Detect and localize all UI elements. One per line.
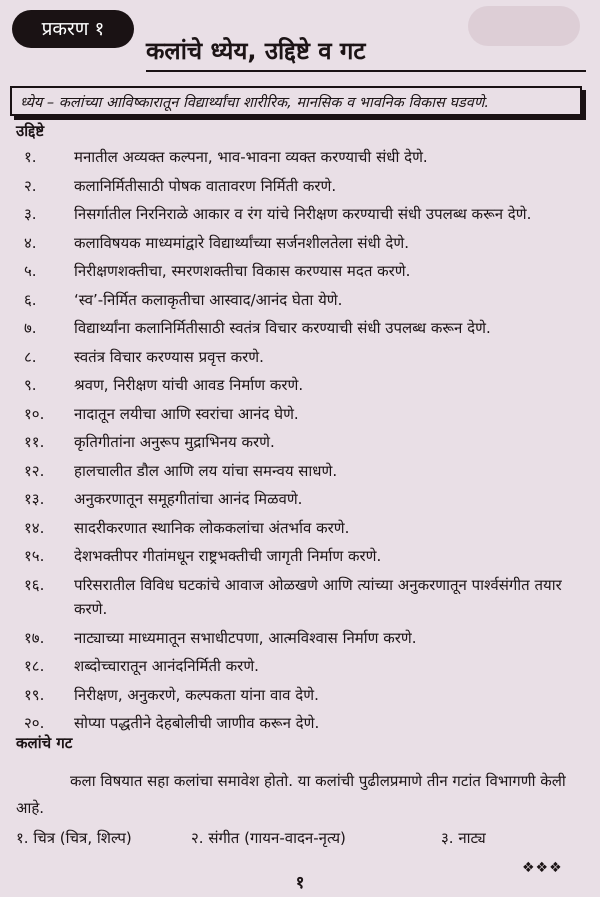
objective-text: सोप्या पद्धतीने देहबोलीची जाणीव करून देणे. [74, 714, 320, 732]
objective-number: ८. [24, 347, 37, 366]
objective-text: नादातून लयीचा आणि स्वरांचा आनंद घेणे. [74, 404, 299, 423]
objective-item [0, 573, 600, 622]
objective-item [0, 373, 600, 398]
group-item-1: १. चित्र (चित्र, शिल्प) [16, 829, 132, 847]
objective-number: १. [24, 148, 37, 166]
objective-number: १२. [24, 461, 45, 480]
objective-text: मनातील अव्यक्त कल्पना, भाव-भावना व्यक्त करण्याची संधी देणे. [74, 148, 428, 166]
page-number: १ [295, 873, 305, 893]
groups-paragraph: कला विषयात सहा कलांचा समावेश होतो. या कलांची पुढीलप्रमाणे तीन गटांत विभागणी केली आहे. [16, 772, 566, 817]
objective-number: ९. [24, 376, 37, 394]
chapter-badge: प्रकरण १ [12, 10, 134, 48]
objective-item [0, 430, 600, 455]
group-item-2: २. संगीत (गायन-वादन-नृत्य) [191, 829, 346, 847]
objective-number: १६. [24, 575, 45, 594]
objective-item [0, 259, 600, 284]
page-title: कलांचे ध्येय, उद्दिष्टे व गट [146, 37, 366, 65]
objective-number: १८. [24, 657, 45, 675]
objective-text: देशभक्तीपर गीतांमधून राष्ट्रभक्तीची जागृती निर्माण करणे. [74, 547, 382, 565]
objective-number: १९. [24, 685, 45, 704]
aim-box: ध्येय – कलांच्या आविष्कारातून विद्यार्थ्यांचा शारीरिक, मानसिक व भावनिक विकास घडवणे. [10, 86, 582, 116]
objective-number: ६. [24, 290, 37, 309]
objective-text: सादरीकरणात स्थानिक लोककलांचा अंतर्भाव करणे. [74, 518, 350, 537]
objective-number: १४. [24, 518, 45, 537]
objective-item [0, 316, 600, 341]
title-underline [146, 70, 586, 72]
objective-text: निरीक्षणशक्तीचा, स्मरणशक्तीचा विकास करण्यास मदत करणे. [74, 262, 411, 280]
objective-item [0, 683, 600, 708]
objective-number: ११. [24, 433, 45, 451]
objective-item [0, 174, 600, 199]
objective-number: ४. [24, 233, 37, 252]
objective-item [0, 626, 600, 651]
objective-text: अनुकरणातून समूहगीतांचा आनंद मिळवणे. [74, 490, 303, 508]
objective-number: ५. [24, 262, 37, 280]
objective-text: निरीक्षण, अनुकरणे, कल्पकता यांना वाव देणे. [74, 685, 319, 704]
objective-number: १०. [24, 404, 45, 423]
objective-item [0, 288, 600, 313]
objective-item [0, 402, 600, 427]
objective-number: २. [24, 176, 37, 195]
objective-number: १५. [24, 547, 45, 565]
objective-text: कृतिगीतांना अनुरूप मुद्राभिनय करणे. [74, 433, 275, 451]
objective-text: हालचालीत डौल आणि लय यांचा समन्वय साधणे. [74, 461, 338, 480]
objective-number: ७. [24, 319, 37, 337]
objective-text: स्वतंत्र विचार करण्यास प्रवृत्त करणे. [74, 347, 264, 366]
corner-badge [468, 6, 580, 46]
objective-item [0, 231, 600, 256]
objective-item [0, 711, 600, 736]
objective-item [0, 544, 600, 569]
objective-item [0, 345, 600, 370]
objective-text: विद्यार्थ्यांना कलानिर्मितीसाठी स्वतंत्र विचार करण्याची संधी उपलब्ध करून देणे. [74, 319, 491, 337]
objective-text: निसर्गातील निरनिराळे आकार व रंग यांचे निरीक्षण करण्याची संधी उपलब्ध करून देणे. [74, 205, 532, 223]
group-item-3: ३. नाट्य [441, 829, 486, 847]
objective-item [0, 487, 600, 512]
objective-text: नाट्याच्या माध्यमातून सभाधीटपणा, आत्मविश्वास निर्माण करणे. [74, 628, 417, 647]
objective-text: परिसरातील विविध घटकांचे आवाज ओळखणे आणि त्यांच्या अनुकरणातून पार्श्वसंगीत तयार करणे. [74, 575, 562, 618]
objective-item [0, 654, 600, 679]
objective-text: कलाविषयक माध्यमांद्वारे विद्यार्थ्यांच्या सर्जनशीलतेला संधी देणे. [74, 233, 409, 252]
groups-heading: कलांचे गट [16, 734, 73, 752]
objective-item [0, 145, 600, 170]
objectives-heading: उद्दिष्टे [16, 122, 45, 140]
objective-item [0, 459, 600, 484]
ornament-diamonds: ❖❖❖ [522, 860, 563, 876]
objective-number: २०. [24, 714, 45, 732]
objective-number: १३. [24, 490, 45, 508]
objective-text: कलानिर्मितीसाठी पोषक वातावरण निर्मिती करणे. [74, 176, 337, 195]
objective-text: ‘स्व’-निर्मित कलाकृतीचा आस्वाद/आनंद घेता येणे. [74, 290, 343, 309]
objective-item [0, 516, 600, 541]
objective-text: शब्दोच्चारातून आनंदनिर्मिती करणे. [74, 657, 259, 675]
objectives-list [0, 145, 600, 740]
objective-text: श्रवण, निरीक्षण यांची आवड निर्माण करणे. [74, 376, 304, 394]
objective-number: १७. [24, 628, 45, 647]
objective-number: ३. [24, 205, 37, 223]
objective-item [0, 202, 600, 227]
